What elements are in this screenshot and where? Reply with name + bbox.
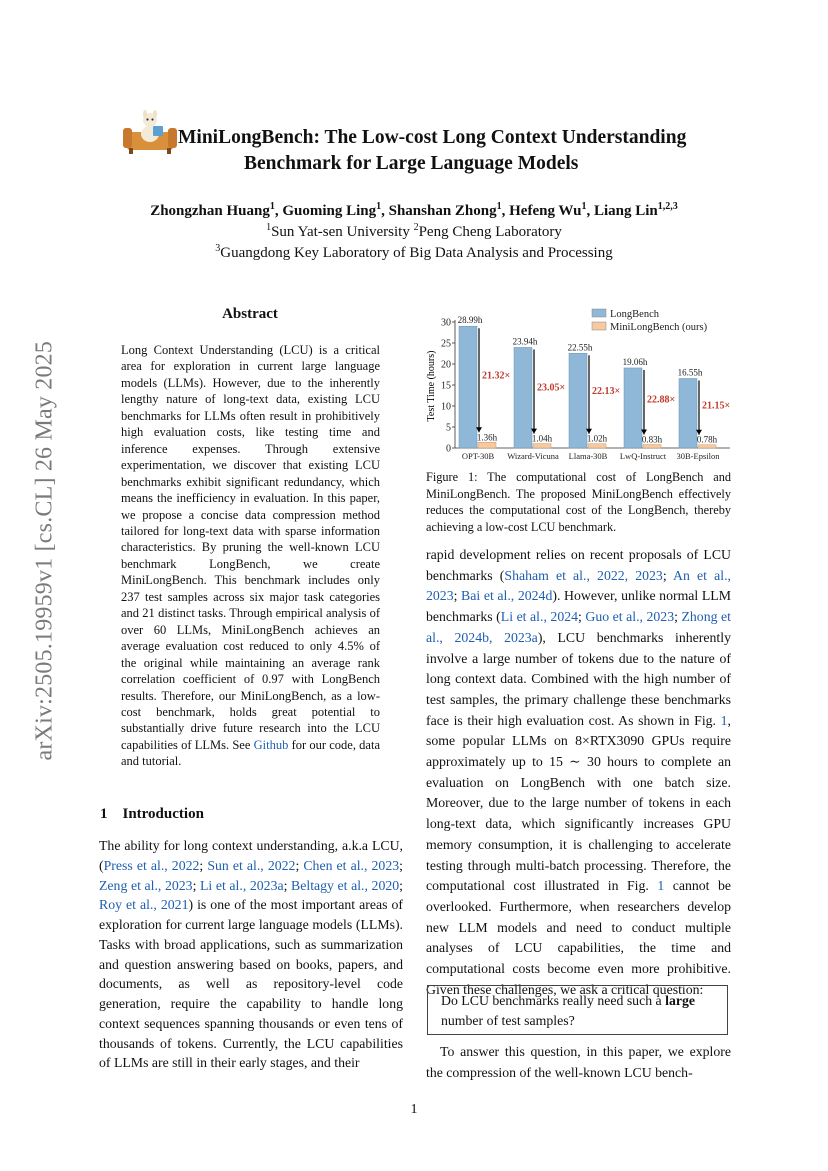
- x-category-label: Llama-30B: [568, 451, 608, 461]
- y-tick-label: 20: [441, 359, 451, 371]
- legend-swatch: [592, 322, 606, 330]
- longbench-bar: [679, 378, 697, 448]
- affiliation-line-2: [100, 243, 728, 264]
- y-axis-label: Test Time (hours): [426, 350, 437, 422]
- x-category-label: OPT-30B: [461, 451, 495, 461]
- intro-text: The ability for long context understanding, a.k.a LCU, (: [99, 838, 403, 873]
- author-affiliation-marker: 1: [581, 201, 587, 212]
- author-name: Liang Lin: [594, 203, 658, 219]
- llama-sofa-logo: [123, 110, 177, 156]
- author-name: Hefeng Wu: [509, 203, 582, 219]
- section-title: Introduction: [122, 806, 204, 822]
- citation[interactable]: Shaham et al., 2022, 2023: [504, 567, 663, 583]
- reduction-label: 22.13×: [592, 385, 621, 397]
- y-tick-label: 30: [441, 317, 451, 329]
- author-name: Guoming Ling: [282, 203, 377, 219]
- page-number: 1: [410, 1102, 418, 1117]
- minilongbench-value-label: 1.02h: [586, 433, 608, 444]
- author-affiliation-marker: 1: [496, 201, 502, 212]
- y-tick-label: 5: [446, 422, 451, 434]
- aff2-marker: 2: [413, 222, 419, 233]
- figure-caption: Figure 1: The computational cost of LongBench and MiniLongBench. The proposed MiniLongBench effectively reduces the computational cost of the LongBench, thereby achieving a low-cost LCU benchmark.: [426, 470, 731, 534]
- longbench-bar: [514, 347, 532, 448]
- legend-label: MiniLongBench (ours): [610, 322, 708, 333]
- body-text: rapid development relies on recent proposals of LCU benchmarks (: [426, 547, 731, 583]
- abstract-heading: Abstract: [222, 306, 278, 322]
- longbench-value-label: 22.55h: [567, 342, 593, 353]
- figure-ref[interactable]: 1: [720, 712, 728, 728]
- longbench-bar: [459, 326, 477, 448]
- affiliation-line-1: [100, 222, 728, 243]
- title-line-2: Benchmark for Large Language Models: [244, 153, 579, 174]
- body-text: , some popular LLMs on 8×RTX3090 GPUs require approximately up to 15 ∼ 30 hours to complete an evaluation on LongBench with one batch size. Moreover, due to the large number of tokens in each long-text data, which significantly increases GPU memory consumption, it is challenging to accelerate testing through multi-batch processing. Therefore, the computational cost illustrated in Fig.: [426, 712, 731, 894]
- author-affiliation-marker: 1,2,3: [657, 201, 678, 212]
- x-category-label: Wizard-Vicuna: [507, 451, 559, 461]
- question-emphasis: large: [665, 993, 696, 1008]
- y-tick-label: 25: [441, 338, 451, 350]
- citation[interactable]: Roy et al., 2021: [99, 897, 189, 913]
- longbench-bar: [624, 368, 642, 448]
- question-text: number of test samples?: [441, 1013, 575, 1028]
- minilongbench-value-label: 0.83h: [641, 434, 663, 445]
- minilongbench-value-label: 0.78h: [696, 434, 718, 445]
- minilongbench-value-label: 1.36h: [476, 432, 498, 443]
- body-text: ), LCU benchmarks inherently involve a large number of tokens due to the nature of long context data. Combined with the high number of test samples, the primary challenge these benchmarks face is their high evaluation cost. As shown in Fig.: [426, 629, 731, 728]
- github-link[interactable]: Github: [253, 737, 289, 752]
- body-text: ). However, unlike normal LLM benchmarks (: [426, 588, 731, 625]
- citation[interactable]: Beltagy et al., 2020: [291, 877, 400, 893]
- abstract-body: [121, 342, 380, 770]
- question-text: Do LCU benchmarks really need such a: [441, 993, 666, 1008]
- author-affiliation-marker: 1: [269, 201, 275, 212]
- citation[interactable]: An et al., 2023: [426, 567, 731, 604]
- citation[interactable]: Li et al., 2024: [500, 609, 579, 625]
- y-tick-label: 10: [441, 401, 451, 413]
- legend-swatch: [592, 309, 606, 317]
- longbench-value-label: 28.99h: [457, 315, 483, 326]
- reduction-label: 21.15×: [702, 400, 731, 412]
- closing-paragraph: To answer this question, in this paper, we explore the compression of the well-known LCU bench-: [426, 1044, 731, 1080]
- y-tick-label: 15: [441, 380, 451, 392]
- aff1-text: Sun Yat-sen University: [271, 224, 414, 240]
- citation[interactable]: Zeng et al., 2023: [99, 877, 193, 893]
- aff1-marker: 1: [266, 222, 272, 233]
- chart-bars: [458, 315, 731, 461]
- citation[interactable]: Press et al., 2022: [103, 857, 200, 873]
- aff2-text: Peng Cheng Laboratory: [418, 224, 562, 240]
- section-heading: [100, 806, 204, 823]
- aff3-marker: 3: [215, 243, 221, 254]
- research-question-box: [427, 985, 728, 1035]
- minilongbench-bar: [698, 445, 716, 448]
- abstract-text: Long Context Understanding (LCU) is a critical area for exploration in current large language models (LLMs). However, due to the inherently lengthy nature of long-text data, existing LCU benchmarks for LLMs often result in prohibitively high evaluation costs, like testing time and inference expenses. Through extensive experimentation, we discover that existing LCU benchmarks exhibit significant redundancy, which means the inefficiency in evaluation. In this paper, we propose a concise data compression method tailored for long-text data with sparse information characteristics. By pruning the well-known LCU benchmark LongBench, we create MiniLongBench. This benchmark includes only 237 test samples across six major task categories and 21 distinct tasks. Through empirical analysis of over 60 LLMs, MiniLongBench achieves an average evaluation cost reduced to only 4.5% of the original while maintaining an average rank correlation coefficient of 0.97 with LongBench results. Therefore, our MiniLongBench, as a low-cost benchmark, holds great potential to substantially drive future research into the LCU capabilities of LLMs. See: [121, 343, 380, 752]
- minilongbench-bar: [533, 444, 551, 448]
- longbench-value-label: 19.06h: [622, 356, 648, 367]
- author-names: Zhongzhan Huang$^1$, Guoming Ling$^1$, Shanshan Zhong$^1$, Hefeng Wu$^1$, Liang Lin$^{1,2,3}$: [150, 201, 678, 219]
- paper-title: [178, 125, 738, 177]
- author-name: Shanshan Zhong: [388, 203, 497, 219]
- citation[interactable]: Sun et al., 2022: [207, 857, 296, 873]
- author-name: Zhongzhan Huang: [150, 203, 270, 219]
- reduction-label: 23.05×: [537, 382, 566, 394]
- intro-paragraph: The ability for long context understanding, a.k.a LCU, (Press et al., 2022; Sun et al., 2022; Chen et al., 2023; Zeng et al., 2023; Li et al., 2023a; Beltagy et al., 2020; Roy et al., 2021) is one of the most important areas of exploration for current large language models (LLMs). Tasks with broad applications, such as summarization and question answering based on books, papers, and documents, as well as repository-level code generation, require the capability to handle long context sequences spanning thousands or even tens of thousands of tokens. Currently, the LCU capabilities of LLMs are still in their early stages, and their: [99, 838, 403, 1071]
- arxiv-identifier: arXiv:2505.19959v1 [cs.CL] 26 May 2025: [31, 340, 58, 761]
- citation[interactable]: Guo et al., 2023: [585, 609, 675, 625]
- right-column-paragraph: rapid development relies on recent proposals of LCU benchmarks (Shaham et al., 2022, 2023; An et al., 2023; Bai et al., 2024d). However, unlike normal LLM benchmarks (Li et al., 2024; Guo et al., 2023; Zhong et al., 2024b, 2023a), LCU benchmarks inherently involve a large number of tokens due to the nature of long context data. Combined with the high number of test samples, the primary challenge these benchmarks face is their high evaluation cost. As shown in Fig. 1, some popular LLMs on 8×RTX3090 GPUs require approximately up to 15 ∼ 30 hours to complete an evaluation on LongBench with one batch size. Moreover, due to the large number of tokens in each long-text data, which significantly increases GPU memory consumption, it is challenging to accelerate testing through multi-batch processing. Therefore, the computational cost illustrated in Fig. 1 cannot be overlooked. Furthermore, when researchers develop new LLM models and need to conduct multiple analyses of LCU capabilities, the time and computational costs become even more prohibitive. Given these challenges, we ask a critical question:: [426, 547, 731, 997]
- x-category-label: 30B-Epsilon: [676, 451, 720, 461]
- intro-text: ) is one of the most important areas of exploration for current large language models (LLMs). Tasks with broad applications, such as summarization and question answering based on books, papers, and documents, as well as repository-level code generation, require the capability to handle long context sequences spanning thousands or even tens of thousands of tokens. Currently, the LCU capabilities of LLMs are still in their early stages, and their: [99, 897, 403, 1071]
- figure-ref[interactable]: 1: [657, 878, 665, 894]
- body-text: cannot be overlooked. Furthermore, when researchers develop new LLM models and need to conduct multiple analyses of LCU capabilities, the time and computational costs become even more prohibitive. Given these challenges, we ask a critical question:: [426, 878, 731, 997]
- reduction-label: 21.32×: [482, 370, 511, 382]
- legend-label: LongBench: [610, 309, 659, 320]
- longbench-value-label: 23.94h: [512, 336, 538, 347]
- author-affiliation-marker: 1: [376, 201, 382, 212]
- citation[interactable]: Li et al., 2023a: [200, 877, 284, 893]
- minilongbench-bar: [643, 445, 661, 448]
- author-block: [100, 201, 728, 264]
- chart-legend: [592, 309, 708, 333]
- reduction-label: 22.88×: [647, 394, 676, 406]
- minilongbench-bar: [478, 442, 496, 448]
- abstract-text-end: for our code, data and tutorial.: [121, 737, 380, 769]
- minilongbench-bar: [588, 444, 606, 448]
- y-tick-label: 0: [446, 443, 451, 455]
- longbench-bar: [569, 353, 587, 448]
- minilongbench-value-label: 1.04h: [531, 433, 553, 444]
- x-category-label: LwQ-Instruct: [619, 451, 667, 461]
- section-number: 1: [100, 806, 108, 822]
- title-line-1: MiniLongBench: The Low-cost Long Context Understanding: [178, 127, 687, 148]
- longbench-value-label: 16.55h: [677, 367, 703, 378]
- citation[interactable]: Bai et al., 2024d: [461, 588, 553, 604]
- bar-chart: [424, 306, 734, 466]
- aff3-text: Guangdong Key Laboratory of Big Data Analysis and Processing: [220, 245, 613, 261]
- citation[interactable]: Chen et al., 2023: [303, 857, 400, 873]
- citation[interactable]: Zhong et al., 2024b, 2023a: [426, 609, 731, 645]
